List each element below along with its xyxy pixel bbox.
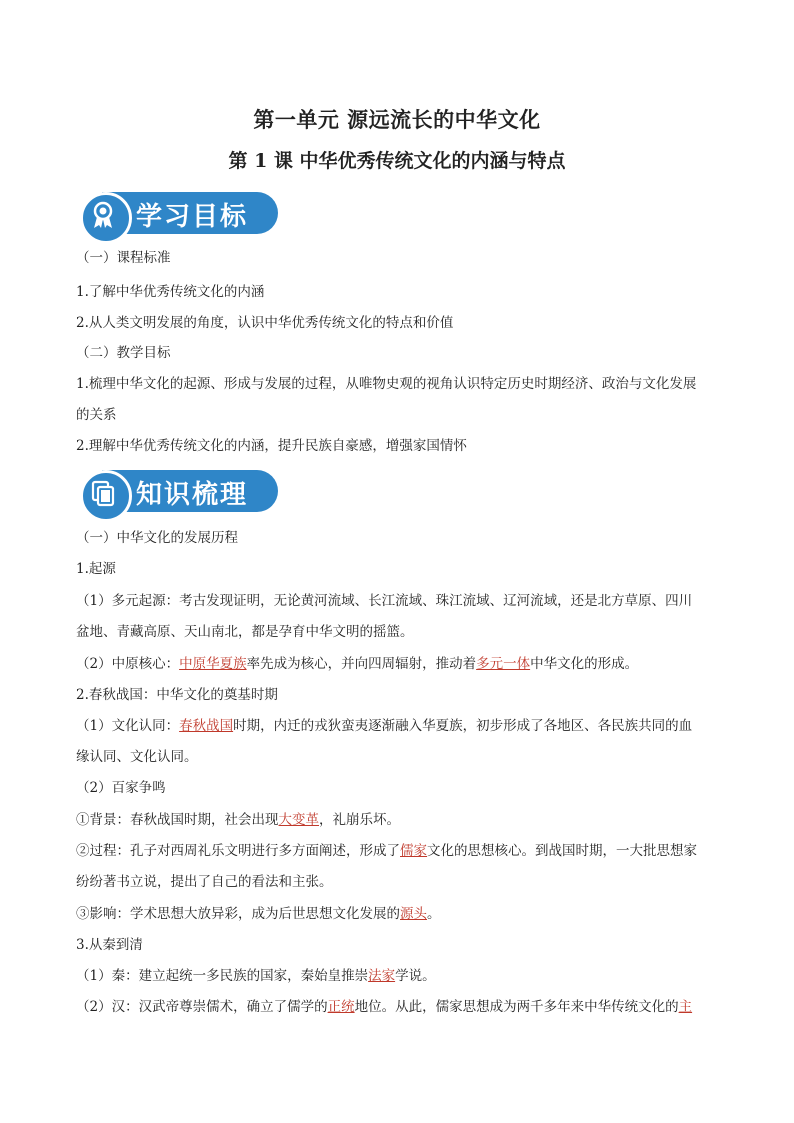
review-section-3: 3.从秦到清 [76, 937, 143, 953]
keyword-highlight: 儒家 [400, 843, 427, 859]
review-para-5: ①背景：春秋战国时期，社会出现大变革，礼崩乐坏。 [76, 812, 400, 828]
review-section-1: 1.起源 [76, 561, 116, 577]
keyword-highlight: 多元一体 [476, 656, 531, 672]
review-para-9: （2）汉：汉武帝尊崇儒术，确立了儒学的正统地位。从此，儒家思想成为两千多年来中华传统文化的主 [76, 999, 693, 1015]
goals-line-4: 2.理解中华优秀传统文化的内涵，提升民族自豪感，增强家国情怀 [76, 438, 467, 454]
keyword-highlight: 中原华夏族 [179, 656, 247, 672]
knowledge-review-label: 知识梳理 [136, 480, 249, 510]
review-para-3: （1）文化认同：春秋战国时期，内迁的戎狄蛮夷逐渐融入华夏族，初步形成了各地区、各民族共同的血 [76, 718, 693, 734]
review-para-6-cont: 纷纷著书立说，提出了自己的看法和主张。 [76, 874, 333, 890]
review-para-4: （2）百家争鸣 [76, 780, 166, 796]
review-para-1: （1）多元起源：考古发现证明，无论黄河流域、长江流域、珠江流域、辽河流域，还是北方草原、四川 [76, 593, 693, 609]
review-para-1-cont: 盆地、青藏高原、天山南北，都是孕育中华文明的摇篮。 [76, 624, 414, 640]
award-ribbon-icon [88, 200, 118, 230]
goals-line-3-cont: 的关系 [76, 407, 117, 423]
review-section-2: 2.春秋战国：中华文化的奠基时期 [76, 687, 278, 703]
review-heading-1: （一）中华文化的发展历程 [76, 530, 238, 546]
goals-heading-2: （二）教学目标 [76, 345, 171, 361]
goals-line-1: 1.了解中华优秀传统文化的内涵 [76, 284, 265, 300]
keyword-highlight: 正统 [327, 999, 355, 1015]
review-para-8: （1）秦：建立起统一多民族的国家，秦始皇推崇法家学说。 [76, 968, 436, 984]
goals-line-2: 2.从人类文明发展的角度，认识中华优秀传统文化的特点和价值 [76, 315, 454, 331]
keyword-highlight: 春秋战国 [179, 718, 234, 734]
keyword-highlight: 主 [678, 999, 693, 1015]
learning-goals-banner [78, 188, 278, 238]
review-para-7: ③影响：学术思想大放异彩，成为后世思想文化发展的源头。 [76, 906, 441, 922]
learning-goals-label: 学习目标 [136, 202, 249, 232]
keyword-highlight: 大变革 [278, 812, 319, 828]
unit-title: 第一单元 源远流长的中华文化 [253, 107, 541, 132]
keyword-highlight: 源头 [400, 906, 427, 922]
goals-heading-1: （一）课程标准 [76, 250, 171, 266]
lesson-title: 第 1 课 中华优秀传统文化的内涵与特点 [228, 150, 566, 172]
knowledge-review-banner [78, 466, 278, 516]
review-para-3-cont: 缘认同、文化认同。 [76, 749, 198, 765]
review-para-2: （2）中原核心：中原华夏族率先成为核心，并向四周辐射，推动着多元一体中华文化的形成。 [76, 656, 639, 672]
review-para-6: ②过程：孔子对西周礼乐文明进行多方面阐述，形成了儒家文化的思想核心。到战国时期，一大批思想家 [76, 843, 697, 859]
keyword-highlight: 法家 [368, 968, 396, 984]
goals-line-3: 1.梳理中华文化的起源、形成与发展的过程，从唯物史观的视角认识特定历史时期经济、政治与文化发展 [76, 376, 697, 392]
documents-icon [88, 478, 118, 508]
